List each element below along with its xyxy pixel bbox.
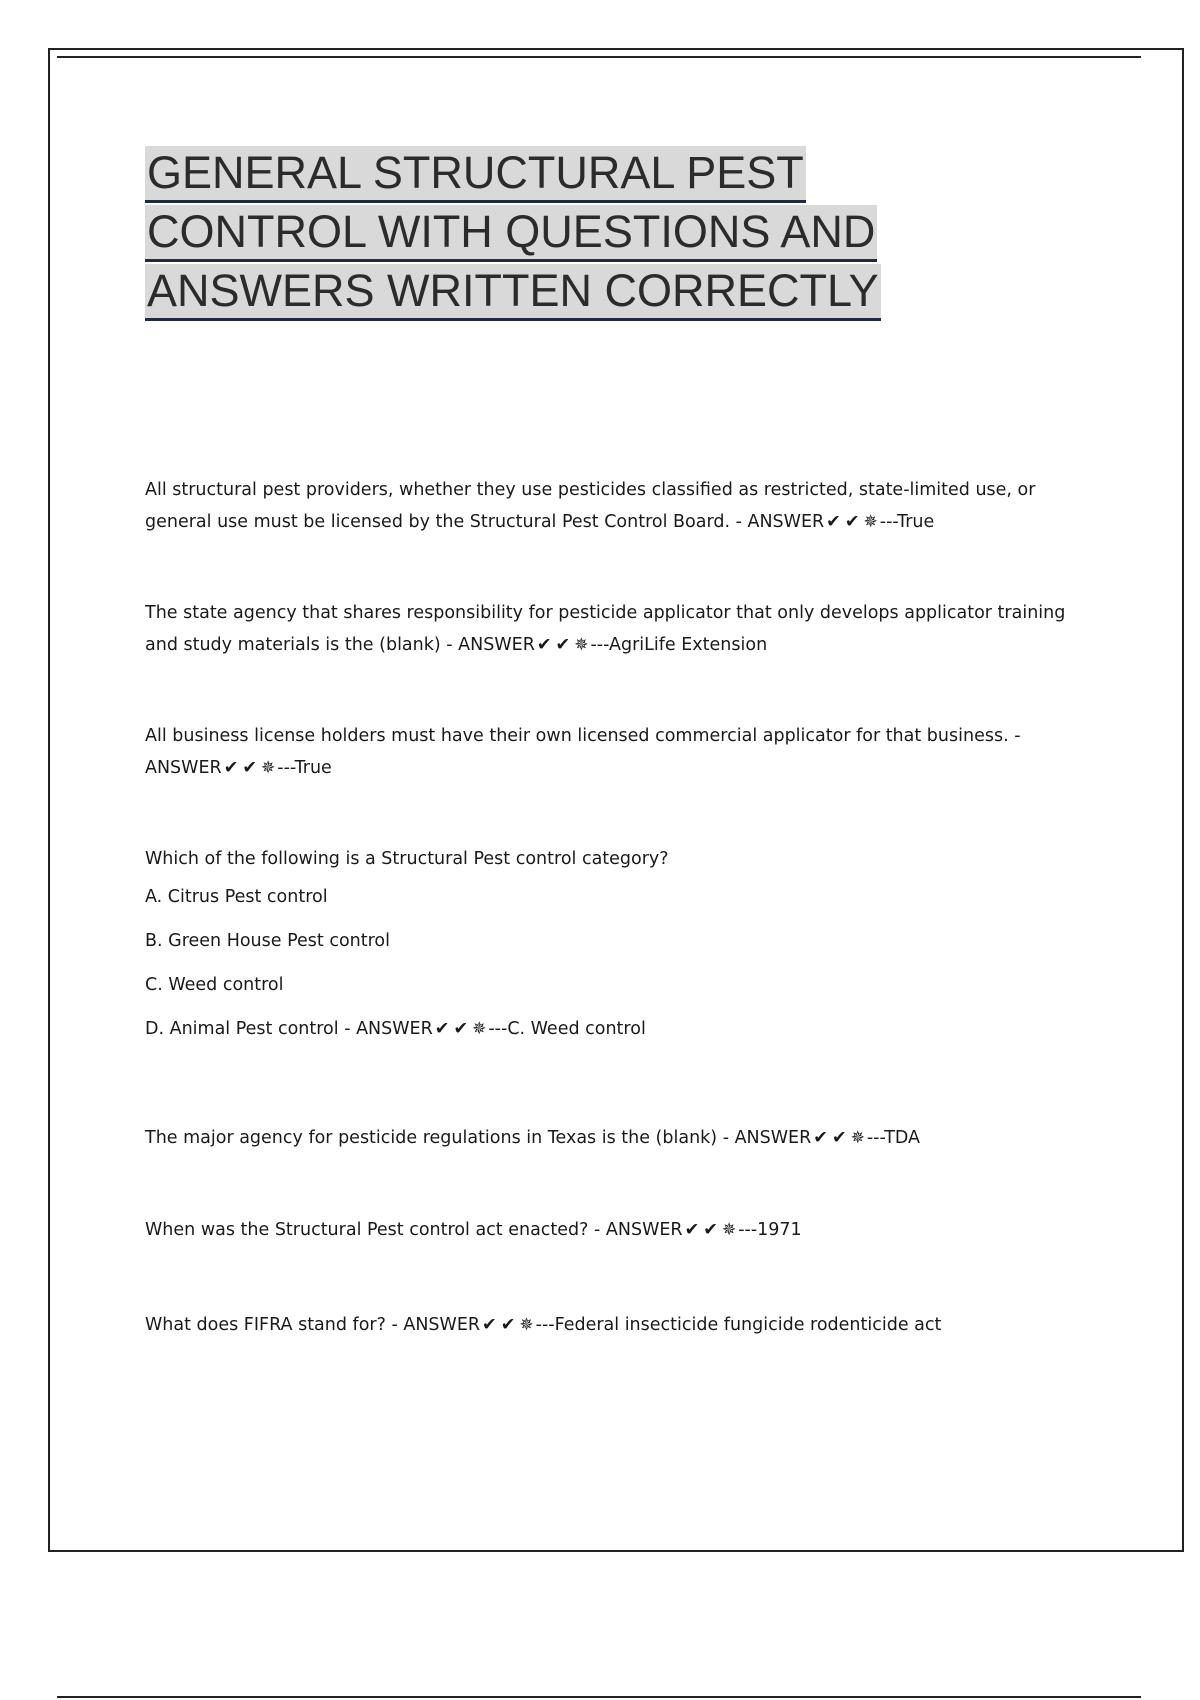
answer-text: True — [897, 512, 935, 532]
answer-prefix: - ANSWER — [446, 635, 535, 655]
question-text: Which of the following is a Structural Pest control category? — [145, 849, 669, 869]
check-icon: ✔ — [703, 1220, 718, 1240]
qa-item-3 — [145, 720, 1021, 784]
bottom-rule — [57, 1696, 1141, 1698]
answer-prefix: - ANSWER — [391, 1315, 481, 1335]
answer-text: AgriLife Extension — [609, 635, 768, 655]
check-icon: ✔ — [826, 512, 841, 532]
check-icon: ✔ — [831, 1128, 847, 1148]
check-icon: ✔ — [555, 635, 571, 655]
option-d: D. Animal Pest control - ANSWER ✔ ✔ ✵ ---C. Weed control — [145, 1007, 669, 1051]
document-title — [145, 146, 1045, 323]
check-icon: ✔ — [536, 635, 552, 655]
answer-text: True — [294, 758, 332, 778]
title-line-3: ANSWERS WRITTEN CORRECTLY — [145, 264, 881, 321]
top-rule — [57, 56, 1141, 58]
question-text: The major agency for pesticide regulations in Texas is the (blank) - ANSWER ✔ ✔ ✵ ---TDA — [145, 1122, 920, 1154]
question-text: The state agency that shares responsibility for pesticide applicator that only develops applicator training — [145, 603, 1066, 623]
star-icon: ✵ — [863, 512, 878, 532]
check-icon: ✔ — [684, 1220, 700, 1240]
answer-text: TDA — [884, 1128, 921, 1148]
star-icon: ✵ — [519, 1315, 534, 1335]
question-text: All structural pest providers, whether they use pesticides classified as restricted, state-limited use, or — [145, 480, 1036, 500]
question-text: ANSWER ✔ ✔ ✵ ---True — [145, 752, 1021, 784]
answer-prefix: - ANSWER — [594, 1220, 683, 1240]
star-icon: ✵ — [850, 1128, 865, 1148]
qa-item-4 — [145, 843, 669, 1051]
check-icon: ✔ — [453, 1019, 469, 1039]
check-icon: ✔ — [813, 1128, 828, 1148]
qa-item-7 — [145, 1309, 941, 1341]
check-icon: ✔ — [482, 1315, 497, 1335]
check-icon: ✔ — [844, 512, 860, 532]
star-icon: ✵ — [574, 635, 589, 655]
option-c: C. Weed control — [145, 975, 284, 995]
qa-item-1 — [145, 474, 1035, 538]
answer-prefix: - ANSWER — [735, 512, 825, 532]
star-icon: ✵ — [721, 1220, 737, 1240]
answer-prefix: - ANSWER — [722, 1128, 812, 1148]
star-icon: ✵ — [472, 1019, 487, 1039]
check-icon: ✔ — [223, 758, 239, 778]
answer-text: Federal insecticide fungicide rodenticide act — [554, 1315, 942, 1335]
answer-text: 1971 — [757, 1220, 802, 1240]
star-icon: ✵ — [261, 758, 276, 778]
option-a: A. Citrus Pest control — [145, 887, 328, 907]
title-line-2: CONTROL WITH QUESTIONS AND — [145, 205, 877, 262]
check-icon: ✔ — [242, 758, 258, 778]
title-line-1: GENERAL STRUCTURAL PEST — [145, 146, 806, 203]
question-text: What does FIFRA stand for? - ANSWER ✔ ✔ ✵ ---Federal insecticide fungicide rodenticide act — [145, 1309, 941, 1341]
option-b: B. Green House Pest control — [145, 931, 390, 951]
question-text: All business license holders must have their own licensed commercial applicator for that business. - — [145, 726, 1021, 746]
answer-text: C. Weed control — [507, 1019, 646, 1039]
question-text: When was the Structural Pest control act enacted? - ANSWER ✔ ✔ ✵ ---1971 — [145, 1214, 802, 1246]
qa-item-5 — [145, 1122, 920, 1154]
check-icon: ✔ — [434, 1019, 450, 1039]
answer-prefix: - ANSWER — [344, 1019, 433, 1039]
question-text: general use must be licensed by the Structural Pest Control Board. - ANSWER ✔ ✔ ✵ ---True — [145, 506, 1035, 538]
answer-prefix: ANSWER — [145, 758, 222, 778]
qa-item-2 — [145, 597, 1065, 661]
question-text: and study materials is the (blank) - ANSWER ✔ ✔ ✵ ---AgriLife Extension — [145, 629, 1065, 661]
check-icon: ✔ — [500, 1315, 516, 1335]
qa-item-6 — [145, 1214, 802, 1246]
